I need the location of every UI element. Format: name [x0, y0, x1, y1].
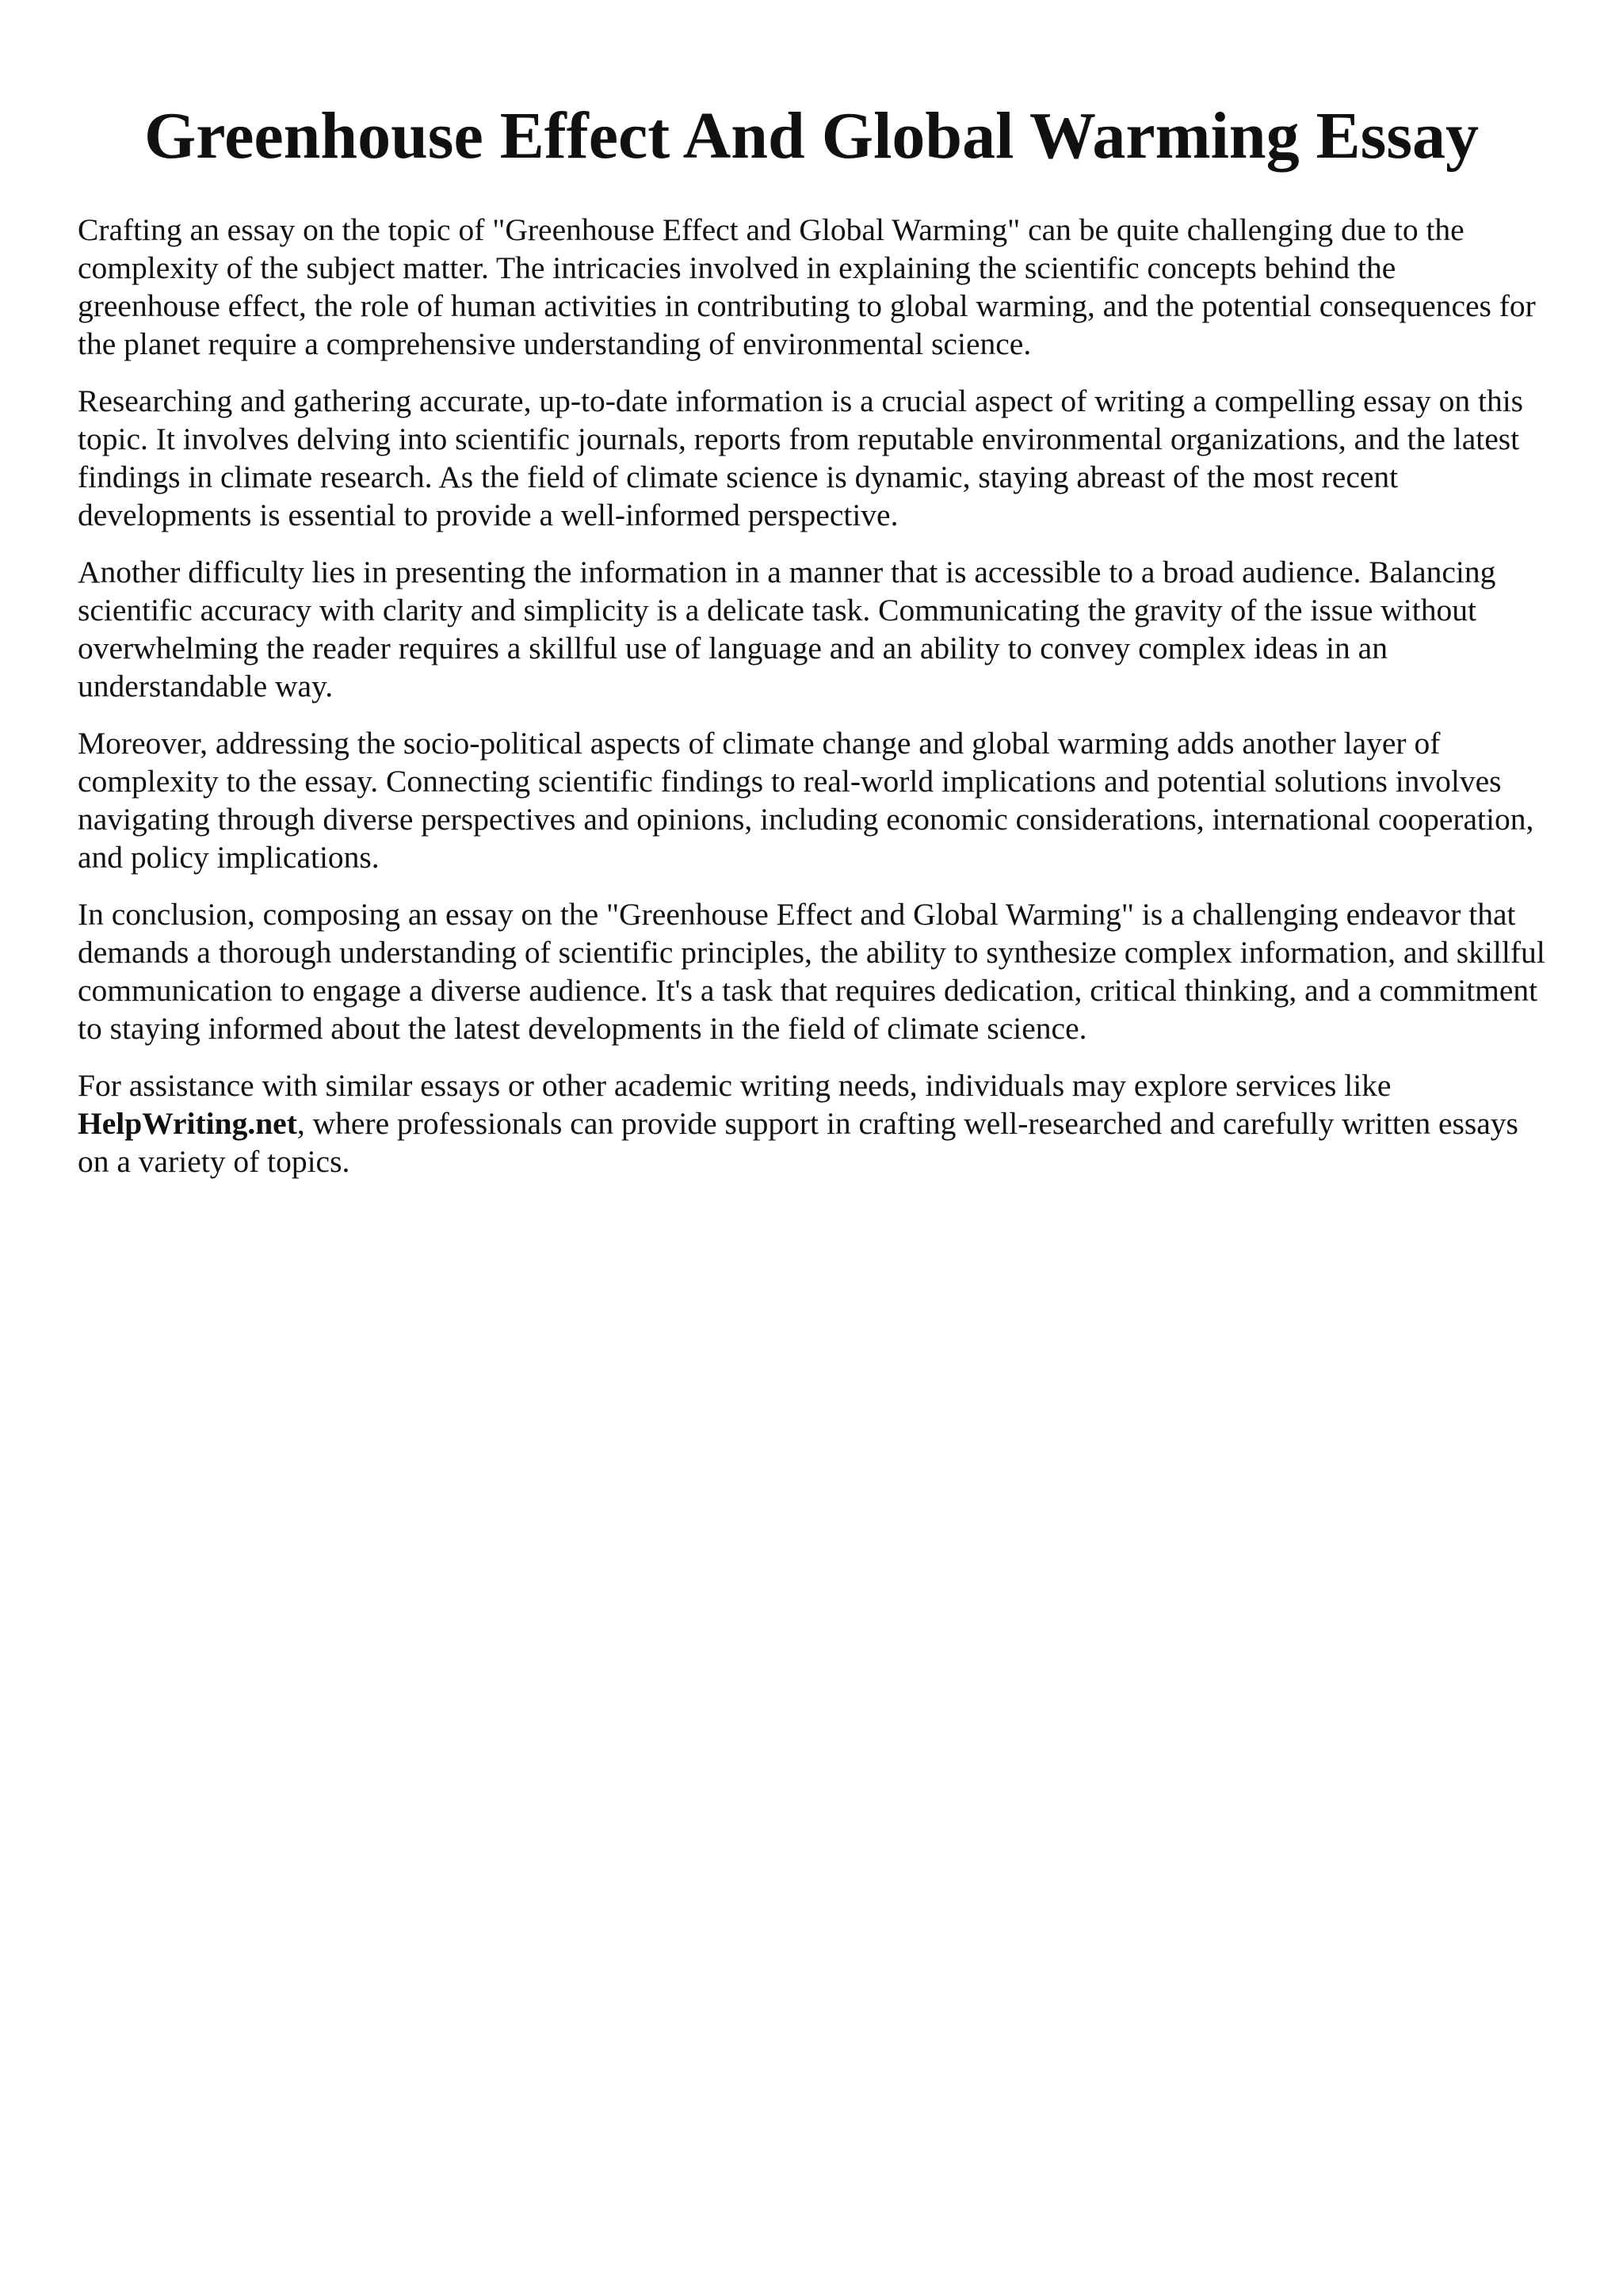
- paragraph-3: Another difficulty lies in presenting the information in a manner that is accessible to a broad audience. Balancing scientific accuracy with clarity and simplicity is a delicate task. Communicating the gravity of the issue without overwhelming the reader requires a skillful use of language and an ability to convey complex ideas in an understandable way.: [78, 555, 1496, 704]
- closing-paragraph: [78, 1066, 1545, 1180]
- paragraph-5: In conclusion, composing an essay on the "Greenhouse Effect and Global Warming" is a challenging endeavor that demands a thorough understanding of scientific principles, the ability to synthesize complex information, and skillful communication to engage a diverse audience. It's a task that requires dedication, critical thinking, and a commitment to staying informed about the latest developments in the field of climate science.: [78, 897, 1545, 1046]
- document-title: Greenhouse Effect And Global Warming Essay: [143, 99, 1480, 173]
- paragraph-2: Researching and gathering accurate, up-to-date information is a crucial aspect of writing a compelling essay on this topic. It involves delving into scientific journals, reports from reputable environmental organizations, and the latest findings in climate research. As the field of climate science is dynamic, staying abreast of the most recent developments is essential to provide a well-informed perspective.: [78, 383, 1524, 532]
- closing-text-after: , where professionals can provide support in crafting well-researched and carefully written essays on a variety of topics.: [78, 1106, 1518, 1179]
- paragraph-1: Crafting an essay on the topic of "Greenhouse Effect and Global Warming" can be quite challenging due to the complexity of the subject matter. The intricacies involved in explaining the scientific concepts behind the greenhouse effect, the role of human activities in contributing to global warming, and the potential consequences for the planet require a comprehensive understanding of environmental science.: [78, 212, 1536, 361]
- closing-text-before: For assistance with similar essays or other academic writing needs, individuals may explore services like: [78, 1068, 1392, 1103]
- brand-name: HelpWriting.net: [78, 1106, 297, 1141]
- paragraph-4: Moreover, addressing the socio-political aspects of climate change and global warming adds another layer of complexity to the essay. Connecting scientific findings to real-world implications and potential solutions involves navigating through diverse perspectives and opinions, including economic considerations, international cooperation, and policy implications.: [78, 726, 1534, 875]
